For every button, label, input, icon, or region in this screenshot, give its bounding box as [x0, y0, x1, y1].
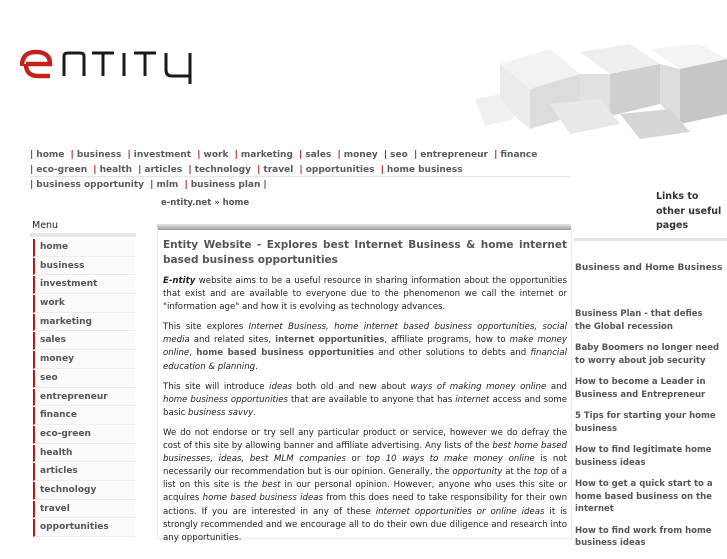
- emphasis-text: best home based businesses, ideas, best MLM companies: [163, 441, 567, 465]
- emphasis-text: make money online: [163, 335, 567, 359]
- emphasis-text: ways of making money online: [410, 381, 547, 392]
- paragraph-text: at the: [502, 467, 534, 478]
- nav-separator: |: [93, 165, 97, 175]
- emphasis-text: home business opportunities: [163, 394, 288, 405]
- paragraph-text: is not necessarily our recommendation but is our opinion. Generally, the: [163, 454, 567, 478]
- menu-item-articles[interactable]: articles: [33, 463, 135, 481]
- menu-item-technology[interactable]: technology: [33, 482, 135, 500]
- top-nav-investment[interactable]: investment: [133, 150, 192, 160]
- side-menu: [33, 239, 135, 538]
- paragraph-text: or: [345, 454, 366, 465]
- paragraph-text: that are available to anyone that has: [287, 394, 456, 405]
- nav-separator: |: [184, 180, 188, 190]
- emphasis-text: home based business ideas: [202, 493, 323, 504]
- explores-paragraph: [163, 321, 567, 373]
- useful-link[interactable]: How to find legitimate home business ideas: [575, 445, 712, 468]
- paragraph-text: of a list on this site is: [163, 467, 568, 491]
- useful-link[interactable]: Business Plan - that defies the Global recession: [575, 309, 703, 332]
- paragraph-text: We do not endorse or try sell any particular product or service, however we do defray the cost of this site by allowing banner and affiliate advertising. Any lists of the: [163, 427, 567, 452]
- menu-item-marketing[interactable]: marketing: [33, 314, 135, 332]
- nav-separator: |: [337, 150, 341, 160]
- nav-separator: |: [30, 150, 34, 160]
- nav-separator: |: [234, 150, 238, 160]
- top-nav-work[interactable]: work: [203, 150, 229, 160]
- menu-item-travel[interactable]: travel: [33, 501, 135, 519]
- menu-item-investment[interactable]: investment: [33, 276, 135, 294]
- paragraph-text: This site explores: [163, 322, 249, 333]
- top-nav-home-business[interactable]: home business: [386, 165, 463, 175]
- useful-link[interactable]: How to become a Leader in Business and Entrepreneur: [575, 377, 706, 400]
- nav-separator: |: [188, 165, 192, 175]
- menu-item-entrepreneur[interactable]: entrepreneur: [33, 389, 135, 407]
- top-nav-opportunities[interactable]: opportunities: [305, 165, 375, 175]
- emphasis-text: top: [533, 467, 548, 478]
- paragraph-text: and other solutions to debts and: [373, 348, 531, 359]
- menu-item-seo[interactable]: seo: [33, 370, 135, 388]
- paragraph-text: ,: [189, 348, 197, 359]
- menu-item-health[interactable]: health: [33, 445, 135, 463]
- paragraph-text: .: [253, 407, 256, 418]
- logo-graphic: [20, 44, 210, 84]
- nav-separator: |: [263, 180, 267, 190]
- home-business-opportunities-link[interactable]: home based business opportunities: [196, 348, 374, 359]
- top-nav-travel[interactable]: travel: [263, 165, 294, 175]
- top-nav-mlm[interactable]: mlm: [156, 180, 179, 190]
- useful-link[interactable]: How to get a quick start to a home based business on the internet: [575, 479, 713, 514]
- right-section-heading: Business and Home Business: [575, 263, 723, 273]
- menu-item-money[interactable]: money: [33, 351, 135, 369]
- menu-item-eco-green[interactable]: eco-green: [33, 426, 135, 444]
- top-nav-sales[interactable]: sales: [305, 150, 332, 160]
- emphasis-text: ideas: [269, 381, 292, 392]
- nav-separator: |: [197, 150, 201, 160]
- top-nav-eco-green[interactable]: eco-green: [36, 165, 88, 175]
- paragraph-text: from this does need to take responsibility for their own actions. If you are interested in any of these: [163, 493, 568, 517]
- nav-separator: |: [30, 180, 34, 190]
- menu-item-opportunities[interactable]: opportunities: [33, 519, 135, 537]
- nav-separator: |: [380, 165, 384, 175]
- top-navigation: [30, 148, 575, 193]
- top-nav-finance[interactable]: finance: [500, 150, 538, 160]
- top-nav-seo[interactable]: seo: [390, 150, 408, 160]
- top-nav-money[interactable]: money: [343, 150, 378, 160]
- paragraph-text: .: [255, 361, 258, 372]
- nav-separator: |: [127, 150, 131, 160]
- top-nav-business[interactable]: business: [76, 150, 122, 160]
- useful-link[interactable]: 5 Tips for starting your home business: [575, 411, 716, 434]
- nav-separator: |: [494, 150, 498, 160]
- emphasis-text: the best: [243, 480, 281, 491]
- menu-divider: [30, 233, 136, 237]
- paragraph-text: access and some basic: [163, 394, 567, 418]
- internet-opportunities-link[interactable]: internet opportunities: [275, 335, 385, 346]
- nav-separator: |: [30, 165, 34, 175]
- emphasis-text: internet: [455, 394, 490, 405]
- main-content: [157, 228, 572, 543]
- paragraph-text: both old and new about: [291, 381, 411, 392]
- paragraph-text: it is strongly recommended and we encourage all to do their own due diligence and research into any opportunities.: [163, 506, 567, 543]
- paragraph-text: , affiliate programs, how to: [384, 335, 510, 346]
- disclaimer-paragraph: [163, 427, 567, 545]
- top-nav-business-opportunity[interactable]: business opportunity: [36, 180, 145, 190]
- emphasis-text: internet opportunities or online ideas: [375, 506, 545, 517]
- paragraph-text: This site will introduce: [163, 381, 270, 392]
- site-logo[interactable]: [20, 44, 210, 84]
- nav-separator: |: [150, 180, 154, 190]
- paragraph-text: in our personal opinion. However, anyone who uses this site or acquires: [163, 480, 567, 504]
- useful-link[interactable]: Baby Boomers no longer need to worry about job security: [575, 343, 720, 366]
- introduce-paragraph: [163, 381, 567, 420]
- top-nav-marketing[interactable]: marketing: [240, 150, 293, 160]
- breadcrumb[interactable]: e-ntity.net » home: [161, 198, 250, 208]
- menu-item-finance[interactable]: finance: [33, 407, 135, 425]
- nav-separator: |: [70, 150, 74, 160]
- paragraph-text: and: [546, 381, 568, 392]
- nav-separator: |: [299, 165, 303, 175]
- paragraph-text: website aims to be a useful resource in sharing information about the opportunities that exist and are available to everyone due to the phenomenon we call the internet or "information age" and how it is evolving as technology advances.: [163, 276, 567, 313]
- useful-link[interactable]: How to find work from home business ideas: [575, 525, 712, 548]
- menu-item-business[interactable]: business: [33, 258, 135, 276]
- menu-title: Menu: [32, 220, 59, 231]
- menu-item-home[interactable]: home: [33, 239, 135, 257]
- header-cubes-image: [470, 44, 727, 139]
- nav-separator: |: [257, 165, 261, 175]
- top-nav-technology[interactable]: technology: [194, 165, 251, 175]
- top-nav-entrepreneur[interactable]: entrepreneur: [420, 150, 488, 160]
- right-column-title: Links to other useful pages: [656, 191, 722, 231]
- right-column-divider: [574, 238, 727, 241]
- nav-separator: |: [138, 165, 142, 175]
- nav-separator: |: [299, 150, 303, 160]
- brand-name: E-ntity: [163, 276, 196, 286]
- top-nav-articles[interactable]: articles: [144, 165, 183, 175]
- nav-divider: [30, 176, 570, 177]
- emphasis-text: top 10 ways to make money online: [365, 454, 535, 465]
- top-nav-business-plan[interactable]: business plan: [190, 180, 261, 190]
- emphasis-text: Internet Business, home internet based business opportunities, social media: [163, 322, 567, 346]
- page-heading: Entity Website - Explores best Internet Business & home internet based business opportunities: [163, 239, 567, 266]
- nav-separator: |: [383, 150, 388, 160]
- top-nav-home[interactable]: home: [36, 150, 65, 160]
- paragraph-text: and related sites,: [189, 335, 276, 346]
- intro-paragraph: [163, 275, 567, 314]
- emphasis-text: business savvy: [188, 407, 254, 418]
- emphasis-text: financial education & planning: [163, 348, 567, 372]
- menu-item-sales[interactable]: sales: [33, 332, 135, 350]
- emphasis-text: opportunity: [452, 467, 503, 478]
- useful-links-list: [575, 308, 720, 559]
- menu-item-work[interactable]: work: [33, 295, 135, 313]
- top-nav-health[interactable]: health: [99, 165, 132, 175]
- nav-separator: |: [413, 150, 418, 160]
